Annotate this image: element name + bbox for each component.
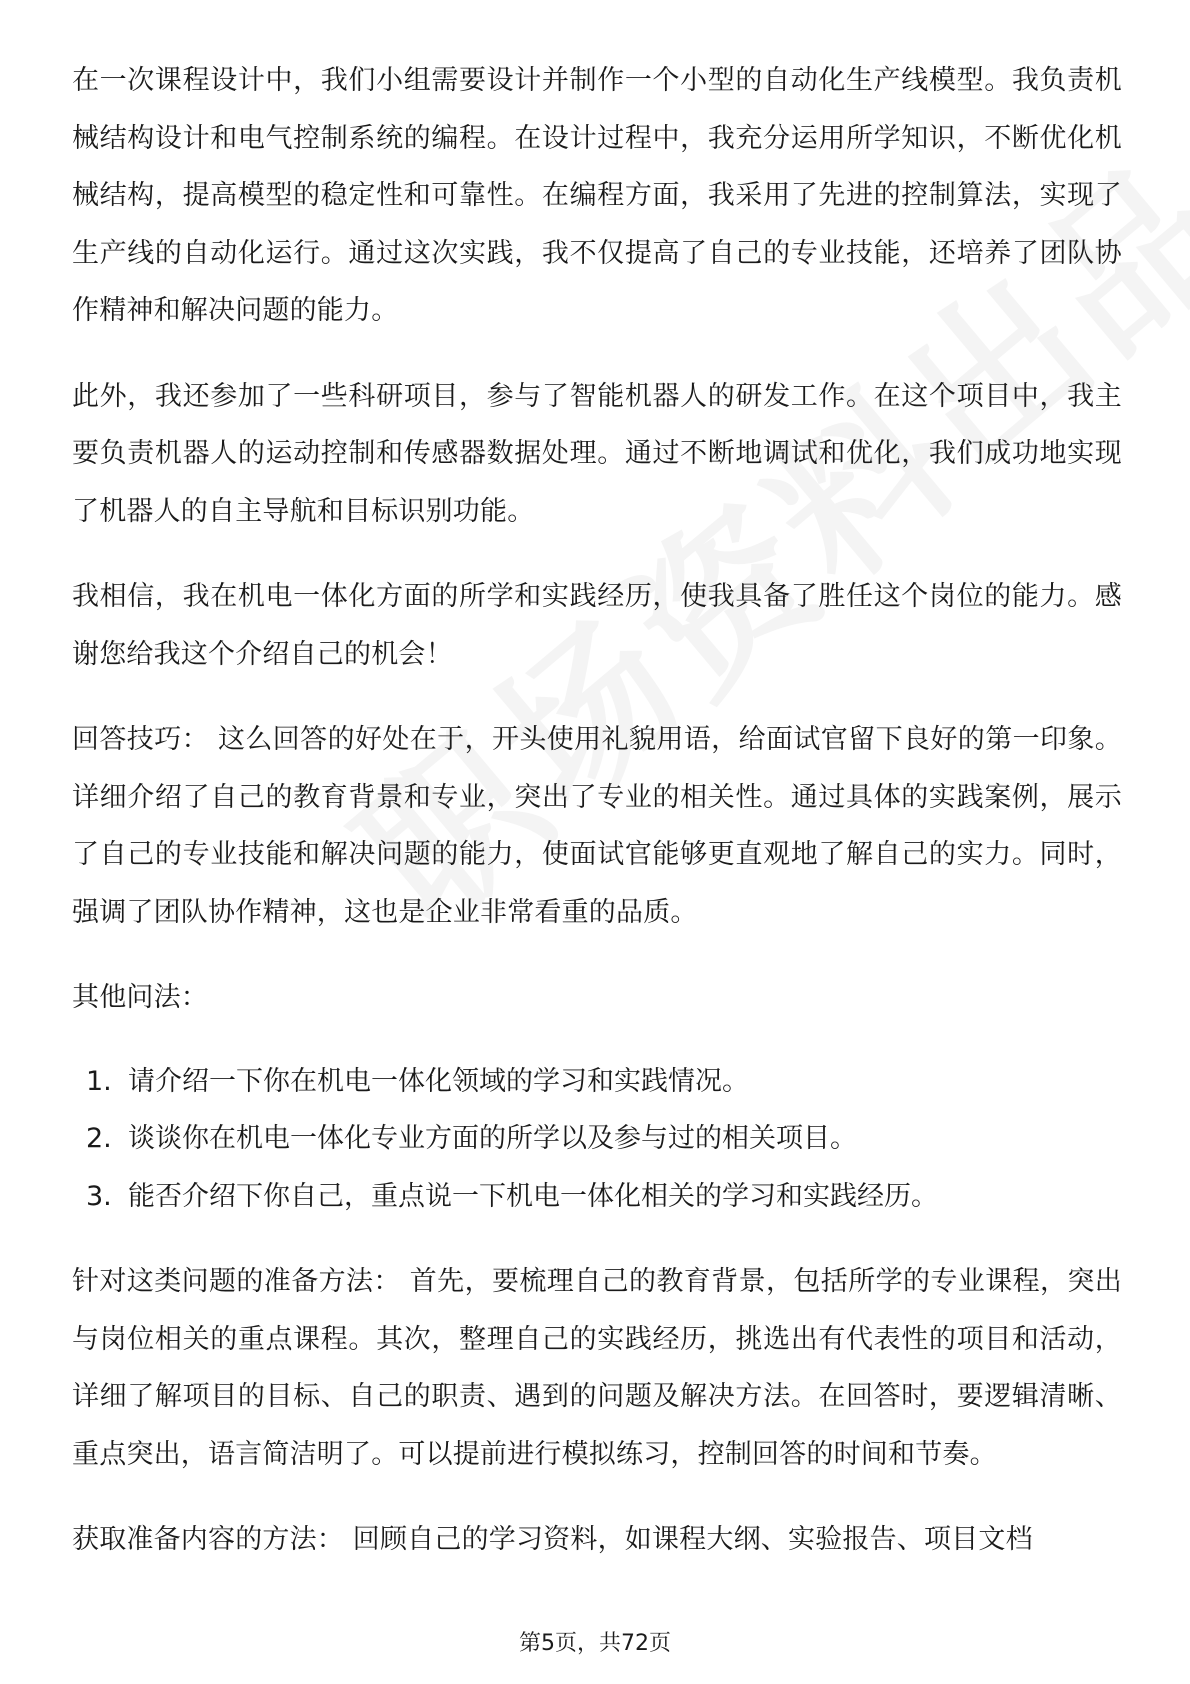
paragraph-research-projects: 此外，我还参加了一些科研项目，参与了智能机器人的研发工作。在这个项目中，我主要负责机器人的运动控制和传感器数据处理。通过不断地调试和优化，我们成功地实现了机器人的自主导航和目标识别功能。 [72,380,1122,527]
list-item-text: 能否介绍下你自己，重点说一下机电一体化相关的学习和实践经历。 [128,1180,938,1212]
list-item-text: 请介绍一下你在机电一体化领域的学习和实践情况。 [128,1065,749,1097]
list-item [72,1053,1122,1111]
list-item-text: 谈谈你在机电一体化专业方面的所学以及参与过的相关项目。 [128,1123,857,1154]
list-item [72,1168,1122,1226]
paragraph-preparation-method: 针对这类问题的准备方法： 首先，要梳理自己的教育背景，包括所学的专业课程，突出与岗位相关的重点课程。其次，整理自己的实践经历，挑选出有代表性的项目和活动，详细了解项目的目标、自己的职责、遇到的问题及解决方法。在回答时，要逻辑清晰、重点突出，语言简洁明了。可以提前进行模拟练习，控制回答的时间和节奏。 [72,1266,1122,1470]
list-item-number: 3. [86,1180,112,1212]
list-item [72,1110,1122,1168]
paragraph-closing-statement: 我相信，我在机电一体化方面的所学和实践经历，使我具备了胜任这个岗位的能力。感谢您给我这个介绍自己的机会！ [72,581,1122,670]
other-questions-list [72,1053,1122,1226]
page-number-footer: 第5页，共72页 [519,1631,671,1656]
paragraph-answer-tips: 回答技巧： 这么回答的好处在于，开头使用礼貌用语，给面试官留下良好的第一印象。详细介绍了自己的教育背景和专业，突出了专业的相关性。通过具体的实践案例，展示了自己的专业技能和解决问题的能力，使面试官能够更直观地了解自己的实力。同时，强调了团队协作精神，这也是企业非常看重的品质。 [72,724,1122,928]
paragraph-content-sources: 获取准备内容的方法： 回顾自己的学习资料，如课程大纲、实验报告、项目文档 [72,1524,1033,1555]
list-item-number: 2. [86,1123,112,1154]
paragraph-course-design: 在一次课程设计中，我们小组需要设计并制作一个小型的自动化生产线模型。我负责机械结构设计和电气控制系统的编程。在设计过程中，我充分运用所学知识，不断优化机械结构，提高模型的稳定性和可靠性。在编程方面，我采用了先进的控制算法，实现了生产线的自动化运行。通过这次实践，我不仅提高了自己的专业技能，还培养了团队协作精神和解决问题的能力。 [72,65,1122,326]
other-questions-heading: 其他问法： [72,982,208,1013]
document-body [72,52,1122,1597]
list-item-number: 1. [86,1065,112,1097]
